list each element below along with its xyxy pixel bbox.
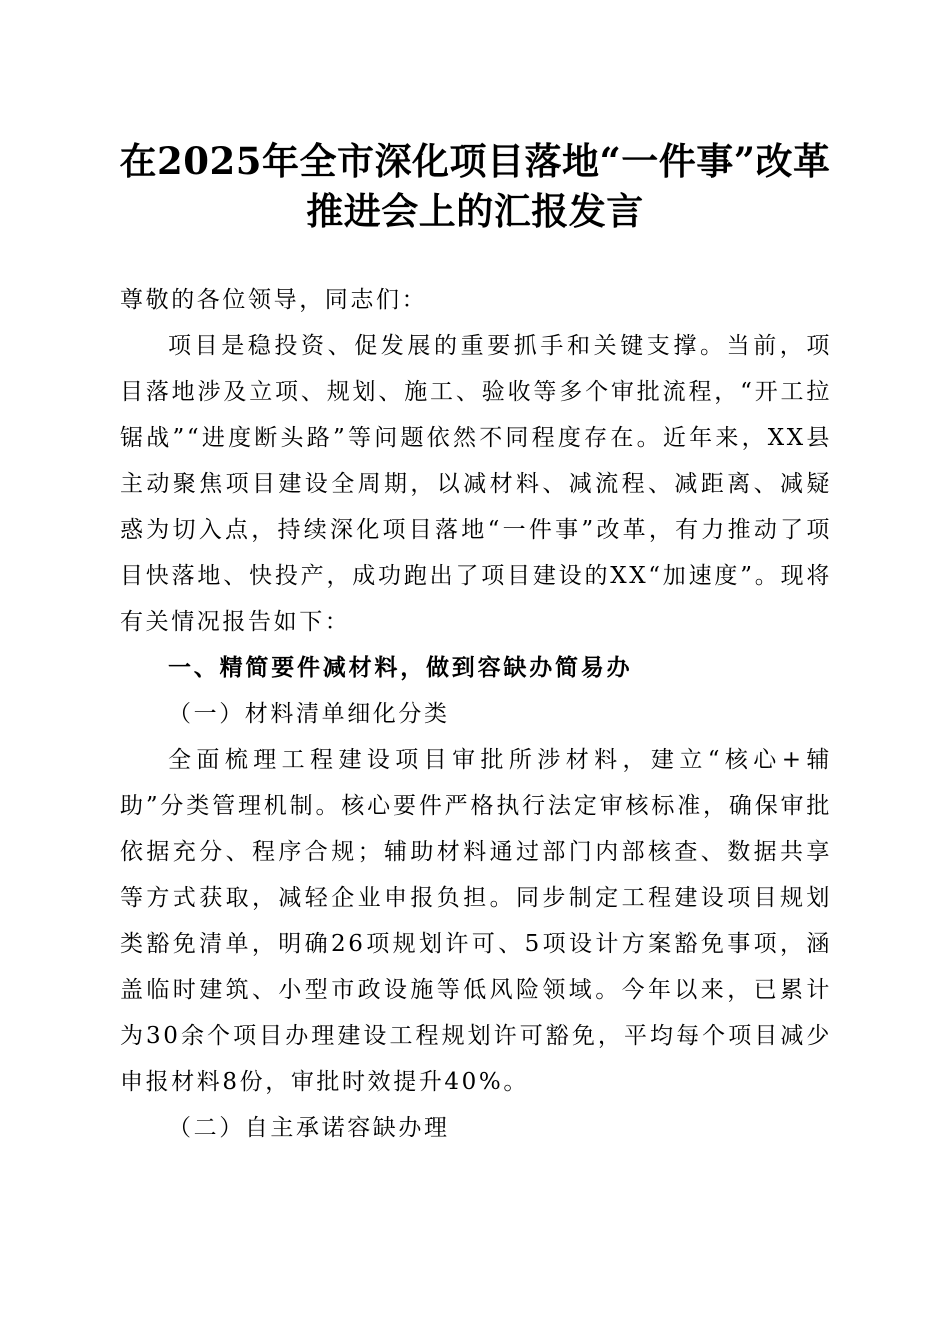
salutation: 尊敬的各位领导，同志们： xyxy=(120,287,428,313)
title-line-1: 在2025年全市深化项目落地“一件事”改革 xyxy=(119,139,831,183)
subsection-1-paragraph: 全面梳理工程建设项目审批所涉材料，建立“核心+辅助”分类管理机制。核心要件严格执行法定审核标准，确保审批依据充分、程序合规；辅助材料通过部门内部核查、数据共享等方式获取，减轻企业申报负担。同步制定工程建设项目规划类豁免清单，明确26项规划许可、5项设计方案豁免事项，涵盖临时建筑、小型市政设施等低风险领域。今年以来，已累计为30余个项目办理建设工程规划许可豁免，平均每个项目减少申报材料8份，审批时效提升40%。 xyxy=(120,747,832,1095)
section-1-heading: 一、精简要件减材料，做到容缺办简易办 xyxy=(168,654,633,681)
subsection-1-heading: （一）材料清单细化分类 xyxy=(168,701,450,727)
document-title xyxy=(60,136,890,236)
subsection-2-heading: （二）自主承诺容缺办理 xyxy=(168,1115,450,1141)
intro-paragraph: 项目是稳投资、促发展的重要抓手和关键支撑。当前，项目落地涉及立项、规划、施工、验收等多个审批流程，“开工拉锯战”“进度断头路”等问题依然不同程度存在。近年来，XX县主动聚焦项目建设全周期，以减材料、减流程、减距离、减疑惑为切入点，持续深化项目落地“一件事”改革，有力推动了项目快落地、快投产，成功跑出了项目建设的XX“加速度”。现将有关情况报告如下： xyxy=(120,333,832,635)
document-body xyxy=(120,277,832,1151)
title-line-2: 推进会上的汇报发言 xyxy=(306,189,644,233)
